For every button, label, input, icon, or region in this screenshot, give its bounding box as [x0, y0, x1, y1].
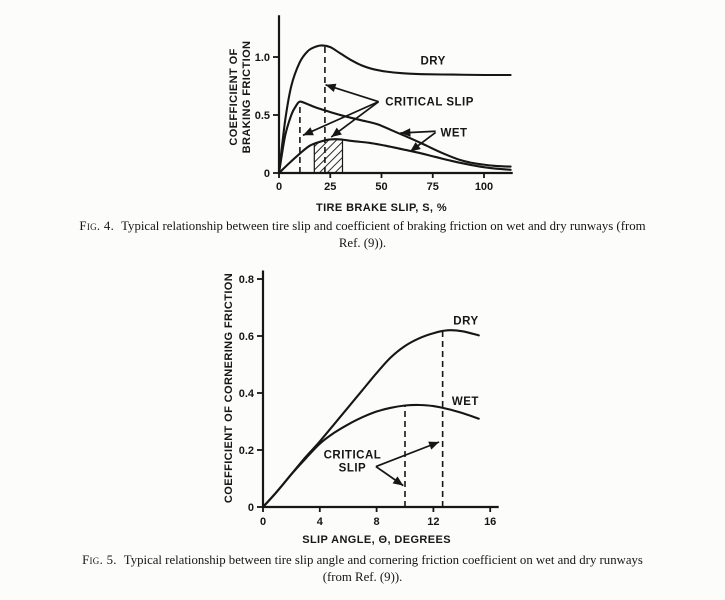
dry-curve-label: DRY — [453, 315, 479, 328]
y-tick-label-0-5: 0.5 — [254, 110, 270, 122]
arrowhead — [331, 128, 342, 137]
x-tick-label-0: 0 — [275, 181, 283, 193]
x-tick-label-4: 4 — [316, 516, 323, 528]
y-tick-label-0-4: 0.4 — [238, 388, 254, 400]
y-tick-label-0-6: 0.6 — [238, 331, 254, 343]
x-axis-label: SLIP ANGLE, Θ, DEGREES — [302, 534, 451, 546]
x-axis-label: TIRE BRAKE SLIP, S, % — [315, 202, 448, 214]
x-tick-label-50: 50 — [375, 181, 388, 193]
y-tick-label-0: 0 — [263, 168, 270, 180]
y-tick-label-0-2: 0.2 — [238, 445, 254, 457]
fig5-caption — [70, 552, 655, 586]
x-tick-label-0: 0 — [259, 516, 267, 528]
fig5-caption-text: Typical relationship between tire slip angle and cornering friction coefficient on wet and dry runways (from Ref. (9)). — [123, 553, 643, 584]
y-tick-label-0-8: 0.8 — [238, 274, 254, 286]
fig4-caption — [70, 218, 655, 252]
x-tick-label-25: 25 — [324, 181, 337, 193]
critical-slip-label: CRITICAL SLIP — [323, 449, 382, 475]
critical-slip-label: CRITICAL SLIP — [385, 96, 474, 109]
fig4-braking-friction-chart — [225, 2, 525, 218]
x-tick-label-100: 100 — [474, 181, 494, 193]
y-axis-label: COEFFICIENT OF CORNERING FRICTION — [223, 272, 235, 504]
y-tick-label-0: 0 — [247, 502, 254, 514]
y-axis-label: BRAKING FRICTION — [241, 40, 253, 154]
wet-curve-label: WET — [440, 127, 468, 140]
fig5-caption-label: Fig. 5. — [82, 553, 117, 567]
fig5-cornering-friction-chart — [218, 263, 518, 549]
arrowhead — [428, 442, 439, 450]
arrowhead — [393, 476, 404, 485]
arrowhead — [410, 142, 421, 151]
y-axis-label: COEFFICIENT OF — [228, 48, 240, 146]
fig4-caption-text: Typical relationship between tire slip and coefficient of braking friction on wet and dry runways (from Ref. (9)). — [121, 219, 646, 250]
axes — [263, 271, 499, 508]
critical-slip-hatch-region — [314, 139, 342, 173]
wet-curve-label: WET — [451, 395, 479, 408]
x-tick-label-16: 16 — [484, 516, 497, 528]
fig4-caption-label: Fig. 4. — [79, 219, 115, 233]
curve-dry — [263, 330, 479, 507]
y-tick-label-1-0: 1.0 — [254, 52, 270, 64]
x-tick-label-12: 12 — [427, 516, 440, 528]
x-tick-label-8: 8 — [373, 516, 380, 528]
annotation-arrow-line — [376, 442, 439, 467]
arrowhead — [326, 84, 337, 92]
dry-curve-label: DRY — [420, 55, 446, 68]
x-tick-label-75: 75 — [426, 181, 439, 193]
